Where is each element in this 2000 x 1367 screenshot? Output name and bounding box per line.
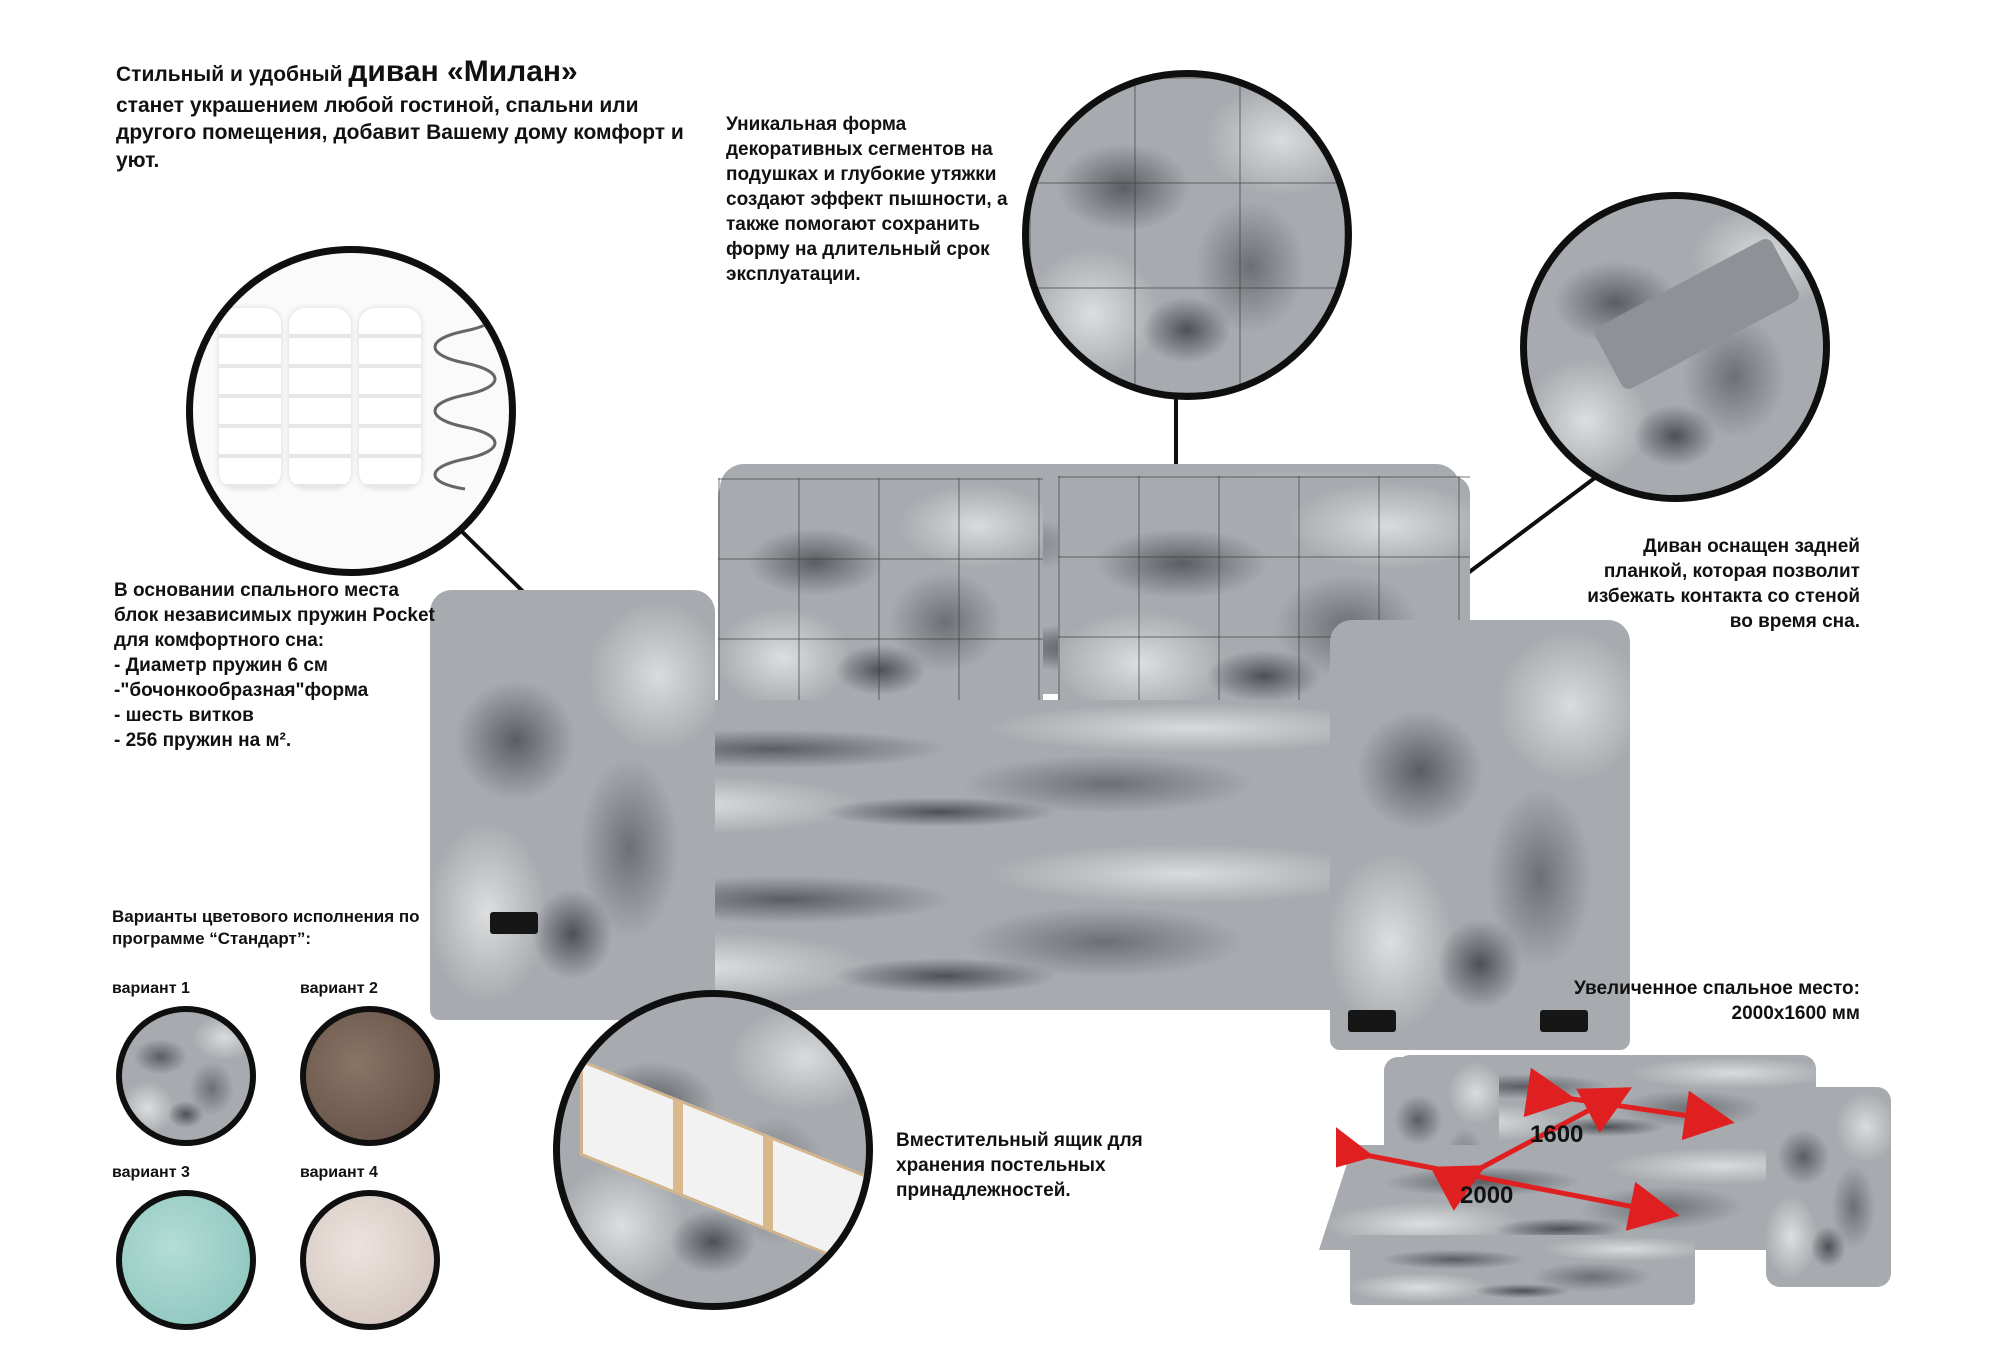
sleep-size: 2000x1600 мм [1731,1003,1860,1025]
sofa-main-image [430,450,1600,1050]
springs-list-item: - Диаметр пружин 6 см [114,655,328,677]
variant-label: вариант 1 [112,980,190,997]
zoom-circle-drawer [553,990,873,1310]
callout-cushions-text: Уникальная форма декоративных сегментов на подушках и глубокие утяжки создают эффект пышности, а также помогают сохранить форму на длительный срок эксплуатации. [726,114,1008,286]
sofa-armrest-left [430,590,715,1020]
intro-text [116,52,696,175]
color-variants-heading: Варианты цветового исполнения по программе “Стандарт”: [112,907,420,949]
callout-drawer-text: Вместительный ящик для хранения постельных принадлежностей. [896,1130,1143,1202]
variant-label: вариант 3 [112,1164,190,1181]
dimension-arrows [1336,1055,1896,1340]
springs-list-item: -"бочонкообразная"форма [114,680,369,702]
sofa-cushion-left [718,478,1043,718]
callout-springs-text [114,578,444,754]
variant-label: вариант 4 [300,1164,378,1181]
color-swatch-variant-4[interactable] [300,1190,440,1330]
variant-label: вариант 2 [300,980,378,997]
product-name: диван «Милан» [348,55,578,88]
coil-spring-icon [425,293,505,493]
dimension-length: 2000 [1460,1182,1514,1209]
color-swatch-variant-2[interactable] [300,1006,440,1146]
springs-list [114,653,444,753]
zoom-circle-backboard [1520,192,1830,502]
zoom-circle-springs [186,246,516,576]
springs-list-item: - 256 пружин на м². [114,730,292,752]
sofa-bed-image [1336,1055,1896,1340]
sleep-title: Увеличенное спальное место: [1573,978,1860,999]
springs-list-item: - шесть витков [114,705,254,727]
zoom-circle-cushions [1022,70,1352,400]
intro-body: станет украшением любой гостиной, спальни или другого помещения, добавит Вашему дому комфорт и уют. [116,93,684,173]
color-swatch-variant-1[interactable] [116,1006,256,1146]
callout-sleep-text [1560,976,1860,1026]
sofa-leg [490,912,538,934]
color-swatch-variant-3[interactable] [116,1190,256,1330]
backboard-bar [1592,236,1801,392]
dimension-width: 1600 [1530,1121,1584,1148]
intro-lead: Стильный и удобный [116,63,343,86]
springs-intro: В основании спального места блок независимых пружин Pocket для комфортного сна: [114,580,435,652]
storage-drawer [580,1059,866,1271]
sofa-leg [1348,1010,1396,1032]
callout-backboard-text: Диван оснащен задней планкой, которая позволит избежать контакта со стеной во время сна. [1587,536,1860,633]
pocket-spring [289,308,351,488]
pocket-spring [219,308,281,488]
pocket-spring [359,308,421,488]
